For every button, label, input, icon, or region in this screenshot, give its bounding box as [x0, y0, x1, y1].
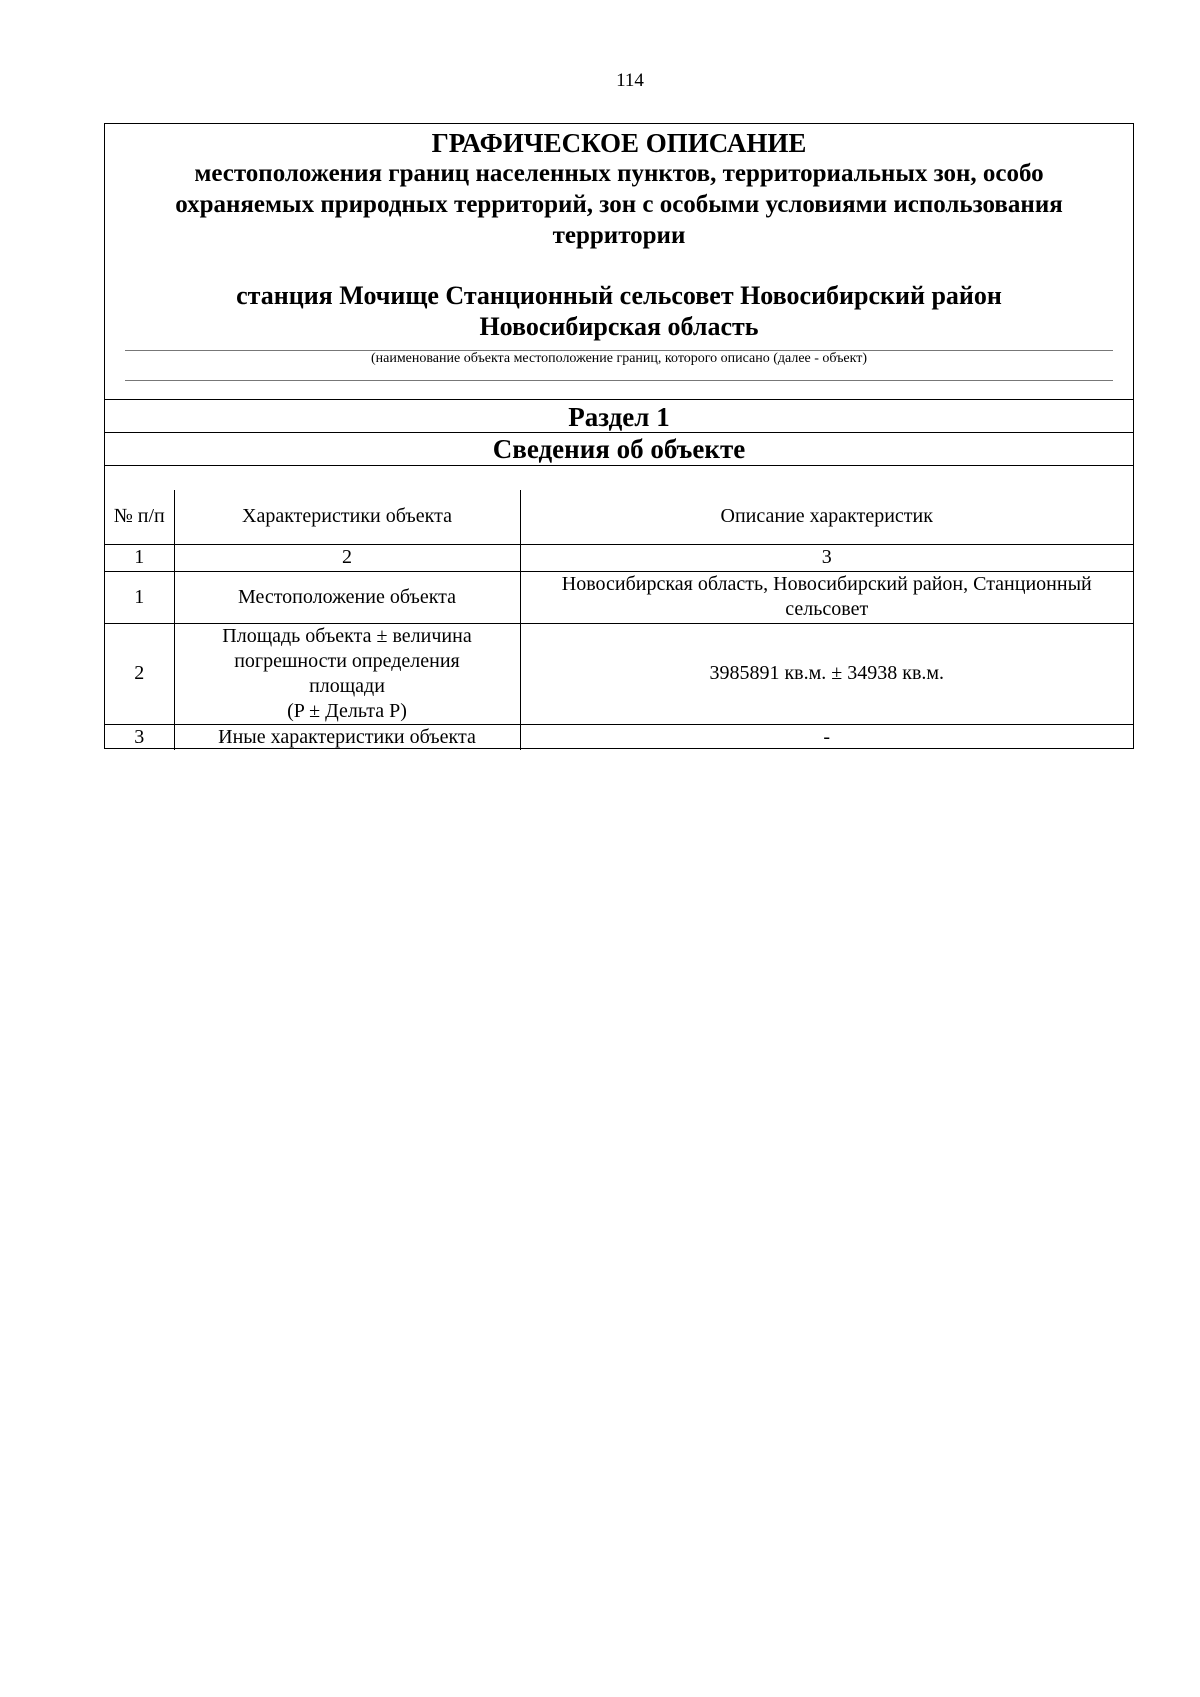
document-title: ГРАФИЧЕСКОЕ ОПИСАНИЕ [431, 128, 807, 158]
row-description: Новосибирская область, Новосибирский район, Станционный сельсовет [520, 571, 1133, 623]
column-header-description: Описание характеристик [520, 490, 1133, 544]
column-number-row [105, 544, 1133, 571]
table-header-row [105, 490, 1133, 544]
characteristic-line: Площадь объекта ± величина [222, 624, 472, 647]
section-label: Раздел 1 [568, 402, 670, 432]
column-number: 1 [105, 544, 174, 571]
row-characteristic: Местоположение объекта [174, 571, 520, 623]
object-name-caption: (наименование объекта местоположение границ, которого описано (далее - объект) [370, 351, 868, 366]
characteristic-line: площади [309, 674, 385, 697]
column-number: 3 [520, 544, 1133, 571]
section-name: Сведения об объекте [492, 434, 746, 464]
object-info-table [105, 490, 1133, 750]
divider [105, 399, 1133, 400]
row-characteristic: Иные характеристики объекта [174, 724, 520, 750]
row-number: 2 [105, 623, 174, 724]
object-name-line-1: станция Мочище Станционный сельсовет Новосибирский район [236, 281, 1002, 310]
column-header-characteristic: Характеристики объекта [174, 490, 520, 544]
column-number: 2 [174, 544, 520, 571]
table-row [105, 724, 1133, 750]
divider [105, 432, 1133, 433]
divider [105, 465, 1133, 466]
row-number: 3 [105, 724, 174, 750]
document-subtitle: местоположения границ населенных пунктов, территориальных зон, особо охраняемых природных территорий, зон с особыми условиями использования территории [175, 160, 1063, 249]
page-number: 114 [616, 70, 644, 91]
table-row [105, 571, 1133, 623]
row-characteristic [174, 623, 520, 724]
table-row [105, 623, 1133, 724]
column-header-number: № п/п [105, 490, 174, 544]
caption-underline [125, 380, 1113, 381]
row-description: 3985891 кв.м. ± 34938 кв.м. [520, 623, 1133, 724]
characteristic-line: погрешности определения [234, 649, 460, 672]
characteristic-line: (P ± Дельта P) [287, 699, 407, 722]
document-frame [104, 123, 1134, 749]
row-description: - [520, 724, 1133, 750]
row-number: 1 [105, 571, 174, 623]
object-name-line-2: Новосибирская область [479, 312, 759, 341]
